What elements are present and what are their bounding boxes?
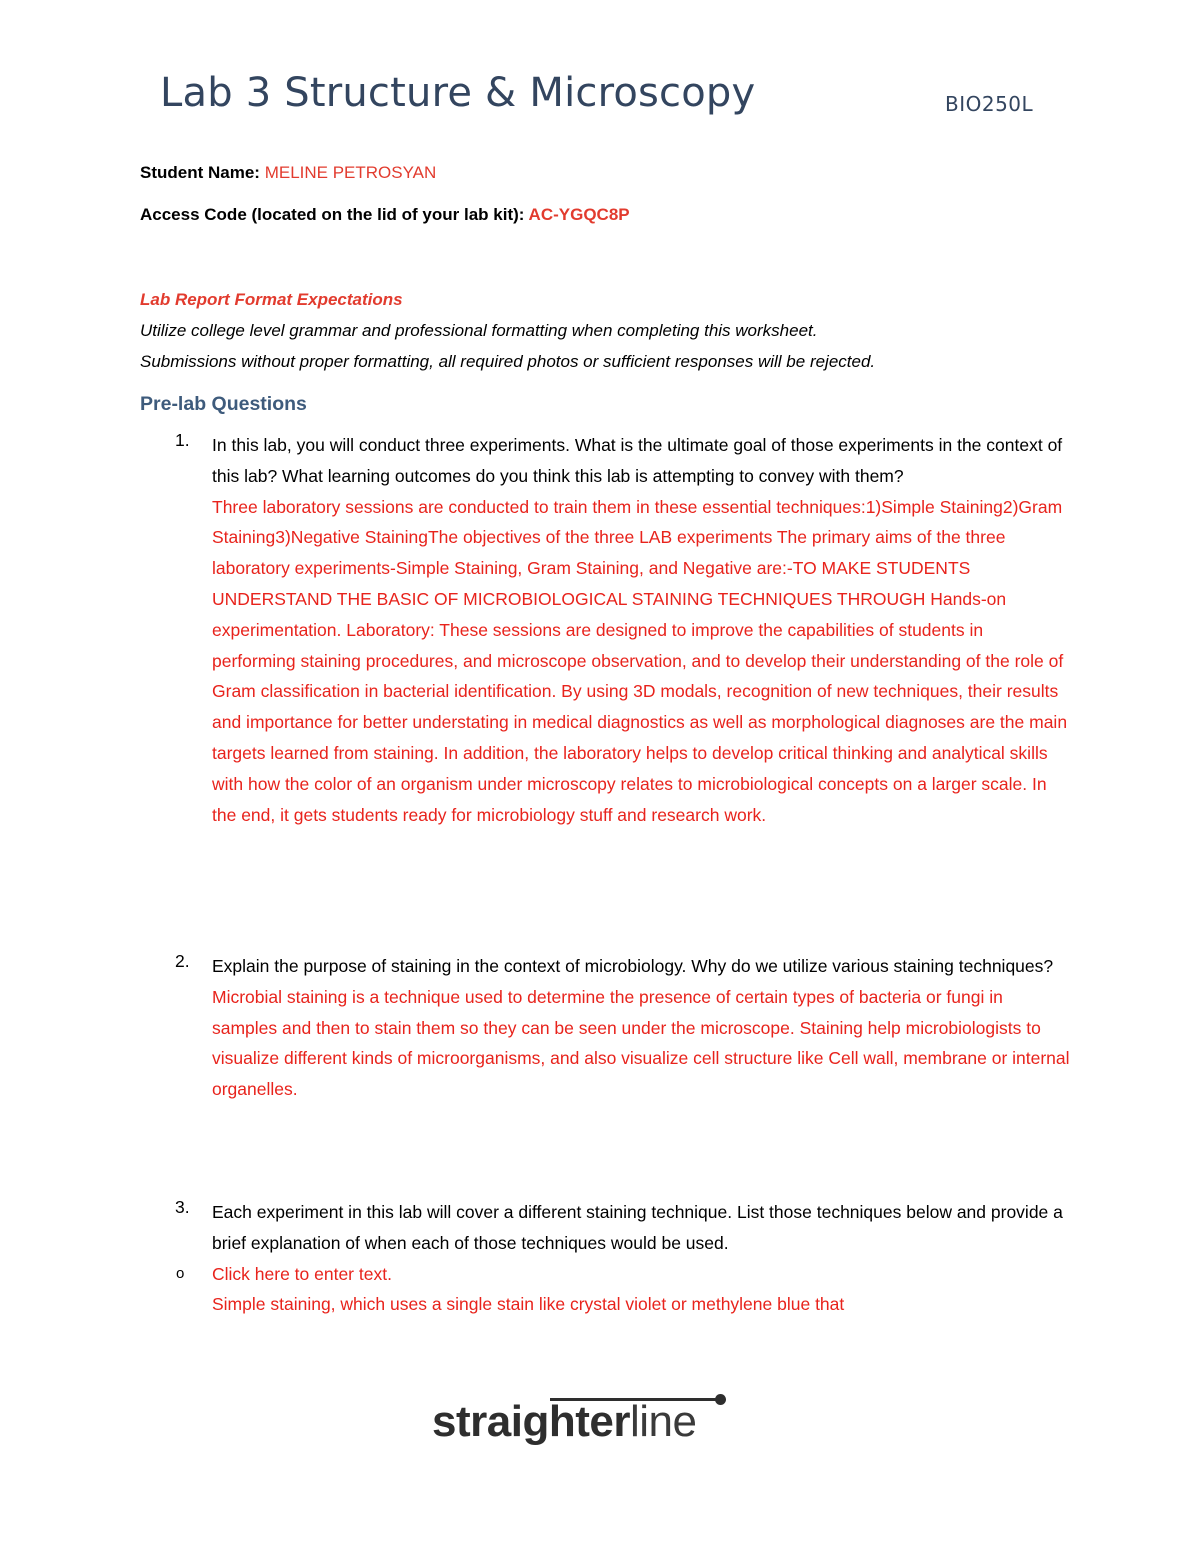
answer-text[interactable]: Three laboratory sessions are conducted to train them in these essential techniques:1)Simple Staining2)Gram Staining3)Negative StainingThe objectives of the three LAB experiments The primary aims of the three laboratory experiments-Simple Staining, Gram Staining, and Negative are:-TO MAKE STUDENTS UNDERSTAND THE BASIC OF MICROBIOLOGICAL STAINING TECHNIQUES THROUGH Hands-on experimentation. Laboratory: These sessions are designed to improve the capabilities of students in performing staining procedures, and microscope observation, and to develop their understanding of the role of Gram classification in bacterial identification. By using 3D modals, recognition of new techniques, their results and importance for better understating in medical diagnostics as well as morphological diagnoses are the main targets learned from staining. In addition, the laboratory helps to develop critical thinking and analytical skills with how the color of an organism under microscopy relates to microbiological concepts on a larger scale. In the end, it gets students ready for microbiology stuff and research work. <box>212 496 1068 825</box>
straighterline-logo <box>432 1390 762 1460</box>
access-code-field <box>140 205 630 225</box>
logo-light-part: line <box>629 1397 697 1446</box>
page-title: Lab 3 Structure & Microscopy <box>160 70 756 116</box>
question-1 <box>140 430 1070 830</box>
student-name-value[interactable]: MELINE PETROSYAN <box>264 163 437 182</box>
student-name-field <box>140 163 436 183</box>
hollow-bullet-icon: o <box>176 1264 185 1282</box>
access-code-label: Access Code (located on the lid of your lab kit): <box>140 205 529 224</box>
question-text: In this lab, you will conduct three experiments. What is the ultimate goal of those experiments in the context of this lab? What learning outcomes do you think this lab is attempting to convey with them? <box>212 435 1063 486</box>
question-2 <box>140 951 1070 1105</box>
logo-wordmark <box>432 1392 696 1452</box>
prelab-heading: Pre-lab Questions <box>140 393 307 415</box>
question-number: 2. <box>175 951 190 971</box>
logo-dot-accent <box>715 1394 726 1405</box>
format-expectations-title: Lab Report Format Expectations <box>140 290 403 309</box>
question-number: 3. <box>175 1197 190 1217</box>
question-3 <box>140 1197 1070 1320</box>
logo-bold-part: straighter <box>432 1397 630 1446</box>
technique-list-item <box>176 1259 1070 1321</box>
question-text: Each experiment in this lab will cover a different staining technique. List those techniques below and provide a brief explanation of when each of those techniques would be used. <box>212 1202 1063 1253</box>
course-code: BIO250L <box>945 92 1034 116</box>
student-name-label: Student Name: <box>140 163 265 182</box>
format-expectations-line-1: Utilize college level grammar and professional formatting when completing this worksheet. <box>140 321 818 340</box>
technique-answer[interactable]: Simple staining, which uses a single stain like crystal violet or methylene blue that <box>212 1294 845 1315</box>
question-number: 1. <box>175 430 190 450</box>
format-expectations-line-2: Submissions without proper formatting, all required photos or sufficient responses will be rejected. <box>140 352 876 371</box>
access-code-value[interactable]: AC-YGQC8P <box>528 205 630 224</box>
answer-text[interactable]: Microbial staining is a technique used to determine the presence of certain types of bacteria or fungi in samples and then to stain them so they can be seen under the microscope. Staining help microbiologists to visualize different kinds of microorganisms, and also visualize cell structure like Cell wall, membrane or internal organelles. <box>212 986 1070 1100</box>
text-entry-placeholder[interactable]: Click here to enter text. <box>212 1263 392 1284</box>
question-text: Explain the purpose of staining in the context of microbiology. Why do we utilize various staining techniques? <box>212 956 1054 976</box>
